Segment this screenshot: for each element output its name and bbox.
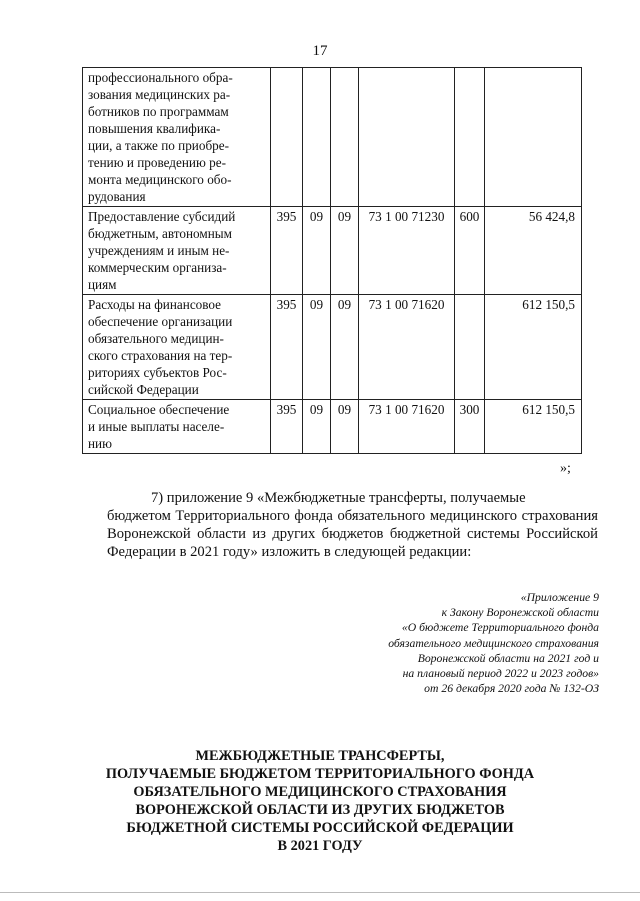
page-number: 17 <box>312 43 328 59</box>
cell-grbs: 395 <box>271 295 303 400</box>
title-line: ОБЯЗАТЕЛЬНОГО МЕДИЦИНСКОГО СТРАХОВАНИЯ <box>133 784 507 800</box>
title-line: ПОЛУЧАЕМЫЕ БЮДЖЕТОМ ТЕРРИТОРИАЛЬНОГО ФОНДА <box>105 766 535 782</box>
cell-rz: 09 <box>303 207 331 295</box>
cell-csr <box>359 68 455 207</box>
title-line: МЕЖБЮДЖЕТНЫЕ ТРАНСФЕРТЫ, <box>195 748 445 764</box>
document-title <box>0 747 640 855</box>
cell-name: профессионального обра- зования медицинских ра- ботников по программам повышения квалифика- ции, а также по приобре- тению и проведению ре- монта медицинского обо- рудования <box>83 68 271 207</box>
table-row <box>83 400 582 454</box>
paragraph-rest: бюджетом Территориального фонда обязательного медицинского страхования Воронежской области из других бюджетов бюджетной системы Российской Федерации в 2021 году» изложить в следующей редакции: <box>107 508 598 560</box>
cell-name: Социальное обеспечение и иные выплаты населе- нию <box>83 400 271 454</box>
cell-grbs: 395 <box>271 400 303 454</box>
annex-line: на плановый период 2022 и 2023 годов» <box>402 667 599 681</box>
cell-rz: 09 <box>303 295 331 400</box>
annex-line: Воронежской области на 2021 год и <box>417 651 599 665</box>
bottom-rule <box>0 892 640 893</box>
cell-name: Расходы на финансовое обеспечение организации обязательного медицин- ского страхования на тер- риториях субъектов Рос- сийской Федерации <box>83 295 271 400</box>
cell-csr: 73 1 00 71620 <box>359 400 455 454</box>
cell-sum <box>485 68 582 207</box>
budget-table <box>82 67 582 454</box>
cell-sum: 612 150,5 <box>485 400 582 454</box>
amendment-paragraph <box>107 489 598 561</box>
annex-header <box>339 590 599 696</box>
cell-pr: 09 <box>331 207 359 295</box>
quote-end: »; <box>560 461 571 476</box>
cell-vr: 600 <box>455 207 485 295</box>
cell-vr <box>455 295 485 400</box>
title-line: ВОРОНЕЖСКОЙ ОБЛАСТИ ИЗ ДРУГИХ БЮДЖЕТОВ <box>135 802 505 818</box>
table-row <box>83 68 582 207</box>
annex-line: обязательного медицинского страхования <box>388 636 599 650</box>
cell-pr: 09 <box>331 400 359 454</box>
annex-line: от 26 декабря 2020 года № 132-ОЗ <box>424 682 599 696</box>
cell-vr <box>455 68 485 207</box>
cell-sum: 56 424,8 <box>485 207 582 295</box>
budget-table-body <box>83 68 582 454</box>
annex-line: «О бюджете Территориального фонда <box>401 621 599 635</box>
cell-grbs <box>271 68 303 207</box>
cell-pr <box>331 68 359 207</box>
cell-pr: 09 <box>331 295 359 400</box>
cell-rz <box>303 68 331 207</box>
annex-line: «Приложение 9 <box>520 591 599 604</box>
cell-grbs: 395 <box>271 207 303 295</box>
cell-sum: 612 150,5 <box>485 295 582 400</box>
cell-vr: 300 <box>455 400 485 454</box>
annex-line: к Закону Воронежской области <box>441 606 599 620</box>
cell-csr: 73 1 00 71230 <box>359 207 455 295</box>
table-row <box>83 295 582 400</box>
cell-csr: 73 1 00 71620 <box>359 295 455 400</box>
title-line: БЮДЖЕТНОЙ СИСТЕМЫ РОССИЙСКОЙ ФЕДЕРАЦИИ <box>126 820 514 836</box>
cell-rz: 09 <box>303 400 331 454</box>
cell-name: Предоставление субсидий бюджетным, автономным учреждениям и иным не- коммерческим организа- циям <box>83 207 271 295</box>
table-row <box>83 207 582 295</box>
paragraph-first-line: 7) приложение 9 «Межбюджетные трансферты, получаемые <box>151 490 526 506</box>
title-line: В 2021 ГОДУ <box>277 838 363 854</box>
